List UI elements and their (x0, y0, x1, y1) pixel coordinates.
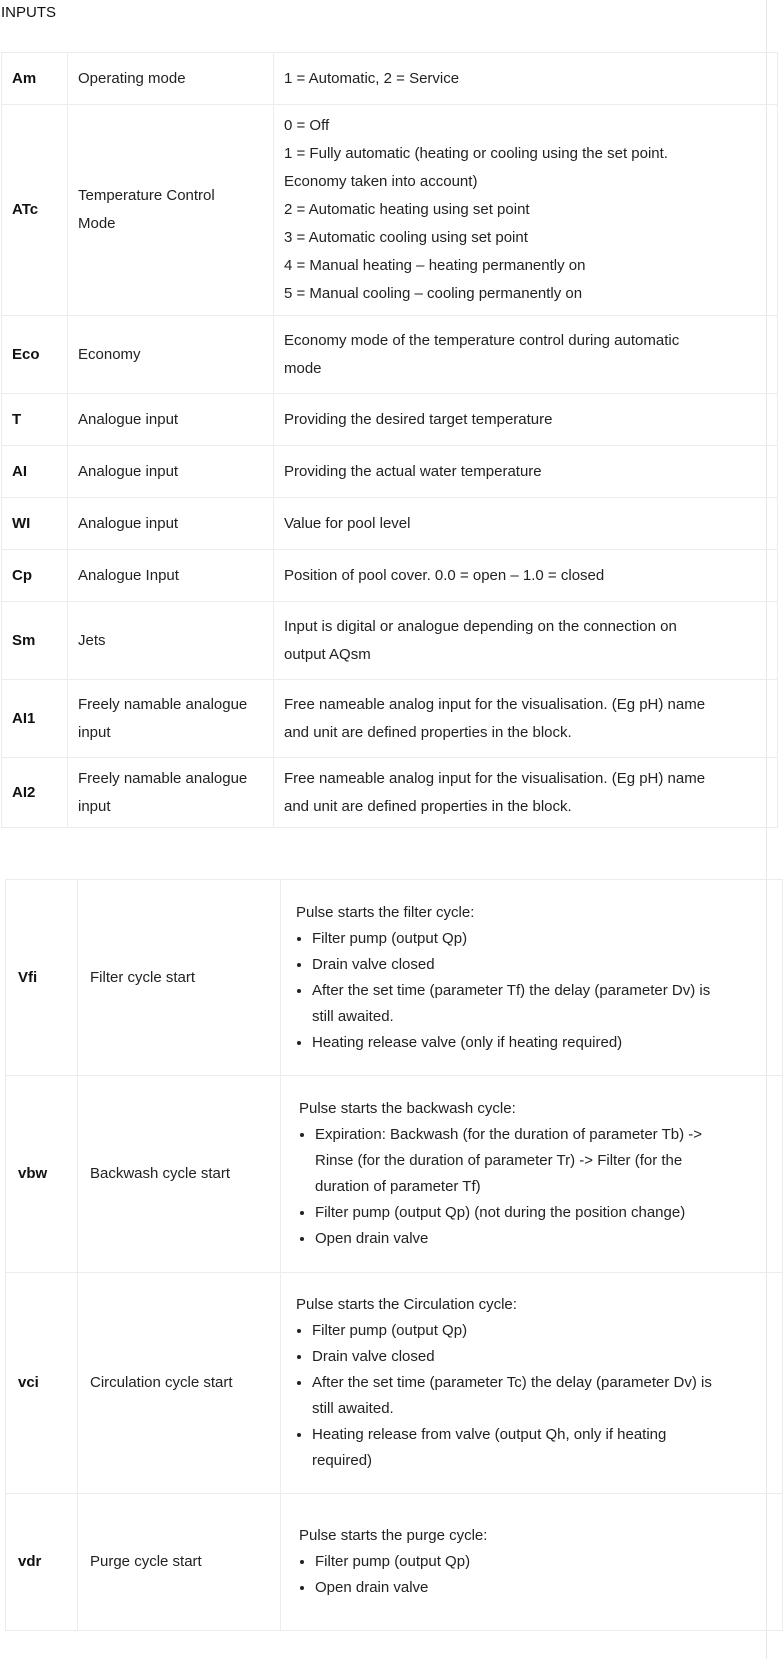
cycle-steps-list (296, 1318, 782, 1474)
list-item-line: • Filter pump (output Qp) (315, 1553, 471, 1570)
cycle-description (281, 880, 783, 1076)
input-code: T (2, 394, 68, 446)
list-item-line: still awaited. (312, 1007, 394, 1025)
list-item (315, 1575, 782, 1601)
input-description-line: Position of pool cover. 0.0 = open – 1.0 = closed (284, 566, 605, 584)
input-description-line: Economy mode of the temperature control during automatic (284, 331, 680, 349)
input-name (68, 498, 274, 550)
inputs-table (1, 52, 778, 828)
cycle-code: vdr (6, 1494, 78, 1631)
list-item-line: • Heating release valve (only if heating required) (312, 1033, 623, 1051)
input-name (68, 105, 274, 316)
input-code: Am (2, 53, 68, 105)
input-name-line: input (78, 797, 111, 815)
list-item (315, 1200, 782, 1226)
cycle-intro: Pulse starts the filter cycle: (296, 903, 475, 921)
input-description (274, 680, 778, 758)
cycle-steps-list (296, 926, 782, 1056)
table-row (2, 680, 778, 758)
input-name-line: Jets (78, 631, 106, 649)
input-name-line: Economy (78, 345, 141, 363)
list-item-line: • After the set time (parameter Tc) the delay (parameter Dv) is (312, 1374, 712, 1391)
input-name-line: Analogue input (78, 410, 179, 428)
cycle-description (281, 1494, 783, 1631)
cycle-steps-list (299, 1549, 782, 1601)
input-description (274, 550, 778, 602)
input-name (68, 53, 274, 105)
input-description (274, 498, 778, 550)
input-name-line: Analogue Input (78, 566, 179, 584)
cycle-inputs-table (5, 879, 783, 1631)
cycle-description (281, 1273, 783, 1494)
input-code: Cp (2, 550, 68, 602)
table-row (2, 394, 778, 446)
input-code: WI (2, 498, 68, 550)
input-code: AI2 (2, 758, 68, 828)
list-item-line: required) (312, 1452, 373, 1469)
list-item (312, 978, 782, 1030)
input-description-line: Providing the actual water temperature (284, 462, 542, 480)
table-row (2, 602, 778, 680)
input-description-line: 3 = Automatic cooling using set point (284, 229, 528, 246)
table-row (2, 758, 778, 828)
table-row (6, 1273, 783, 1494)
cycle-steps-list (299, 1122, 782, 1252)
list-item-line: • Drain valve closed (312, 1348, 435, 1365)
list-item-line: still awaited. (312, 1400, 394, 1417)
table-row (2, 105, 778, 316)
list-item (315, 1226, 782, 1252)
cycle-name: Backwash cycle start (78, 1076, 281, 1273)
input-description (274, 105, 778, 316)
input-description (274, 394, 778, 446)
list-item (312, 1370, 782, 1422)
list-item (315, 1549, 782, 1575)
input-description-line: mode (284, 359, 322, 377)
cycle-name: Filter cycle start (78, 880, 281, 1076)
list-item (312, 1318, 782, 1344)
table-row (2, 550, 778, 602)
list-item-line: • Heating release from valve (output Qh, only if heating (312, 1426, 667, 1443)
list-item-line: • Expiration: Backwash (for the duration of parameter Tb) -> (315, 1126, 702, 1143)
input-name (68, 446, 274, 498)
input-description-line: Providing the desired target temperature (284, 410, 553, 428)
input-code: Sm (2, 602, 68, 680)
cycle-description (281, 1076, 783, 1273)
input-name-line: Analogue input (78, 514, 179, 532)
input-name-line: Temperature Control (78, 187, 215, 204)
input-name (68, 316, 274, 394)
cycle-code: vbw (6, 1076, 78, 1273)
table-row (6, 1494, 783, 1631)
cycle-name: Purge cycle start (78, 1494, 281, 1631)
input-name (68, 550, 274, 602)
list-item (315, 1122, 782, 1200)
input-code: ATc (2, 105, 68, 316)
cycle-intro: Pulse starts the backwash cycle: (299, 1100, 516, 1117)
list-item-line: • Filter pump (output Qp) (312, 1322, 468, 1339)
table-row (6, 1076, 783, 1273)
list-item-line: • Filter pump (output Qp) (312, 929, 468, 947)
input-description-line: Input is digital or analogue depending on the connection on (284, 617, 677, 635)
input-description-line: 1 = Fully automatic (heating or cooling using the set point. (284, 145, 668, 162)
cycle-intro: Pulse starts the Circulation cycle: (296, 1296, 517, 1313)
input-description-line: and unit are defined properties in the block. (284, 797, 572, 815)
list-item-line: • Drain valve closed (312, 955, 435, 973)
input-code: Eco (2, 316, 68, 394)
input-name-line: input (78, 723, 111, 741)
cycle-intro: Pulse starts the purge cycle: (299, 1527, 488, 1544)
input-description-line: 4 = Manual heating – heating permanently on (284, 257, 586, 274)
input-name (68, 394, 274, 446)
list-item-line: • After the set time (parameter Tf) the delay (parameter Dv) is (312, 981, 711, 999)
input-name-line: Operating mode (78, 69, 186, 87)
input-name-line: Analogue input (78, 462, 179, 480)
input-description-line: Free nameable analog input for the visualisation. (Eg pH) name (284, 695, 706, 713)
page-title: INPUTS (1, 4, 57, 21)
input-description (274, 53, 778, 105)
input-name (68, 758, 274, 828)
input-description-line: output AQsm (284, 645, 371, 663)
input-description-line: 0 = Off (284, 117, 330, 134)
cycle-code: vci (6, 1273, 78, 1494)
cycle-code: Vfi (6, 880, 78, 1076)
input-description (274, 758, 778, 828)
table-row (2, 316, 778, 394)
table-row (2, 53, 778, 105)
input-description-line: 1 = Automatic, 2 = Service (284, 69, 460, 87)
input-name-line: Mode (78, 215, 116, 232)
input-description-line: Free nameable analog input for the visualisation. (Eg pH) name (284, 769, 706, 787)
list-item (312, 926, 782, 952)
input-name-line: Freely namable analogue (78, 695, 248, 713)
list-item-line: duration of parameter Tf) (315, 1178, 481, 1195)
input-name (68, 602, 274, 680)
input-description-line: 2 = Automatic heating using set point (284, 201, 530, 218)
input-description-line: 5 = Manual cooling – cooling permanently on (284, 285, 583, 302)
table-row (6, 880, 783, 1076)
list-item-line: • Filter pump (output Qp) (not during the position change) (315, 1204, 686, 1221)
table-row (2, 498, 778, 550)
input-name (68, 680, 274, 758)
list-item-line: • Open drain valve (315, 1230, 429, 1247)
list-item (312, 1030, 782, 1056)
input-name-line: Freely namable analogue (78, 769, 248, 787)
input-description (274, 602, 778, 680)
input-code: AI (2, 446, 68, 498)
input-description-line: and unit are defined properties in the block. (284, 723, 572, 741)
input-description-line: Economy taken into account) (284, 173, 478, 190)
list-item-line: • Open drain valve (315, 1579, 429, 1596)
input-description (274, 446, 778, 498)
input-description (274, 316, 778, 394)
list-item (312, 952, 782, 978)
input-code: AI1 (2, 680, 68, 758)
cycle-name: Circulation cycle start (78, 1273, 281, 1494)
list-item-line: Rinse (for the duration of parameter Tr) -> Filter (for the (315, 1152, 683, 1169)
input-description-line: Value for pool level (284, 514, 411, 532)
table-row (2, 446, 778, 498)
list-item (312, 1344, 782, 1370)
list-item (312, 1422, 782, 1474)
